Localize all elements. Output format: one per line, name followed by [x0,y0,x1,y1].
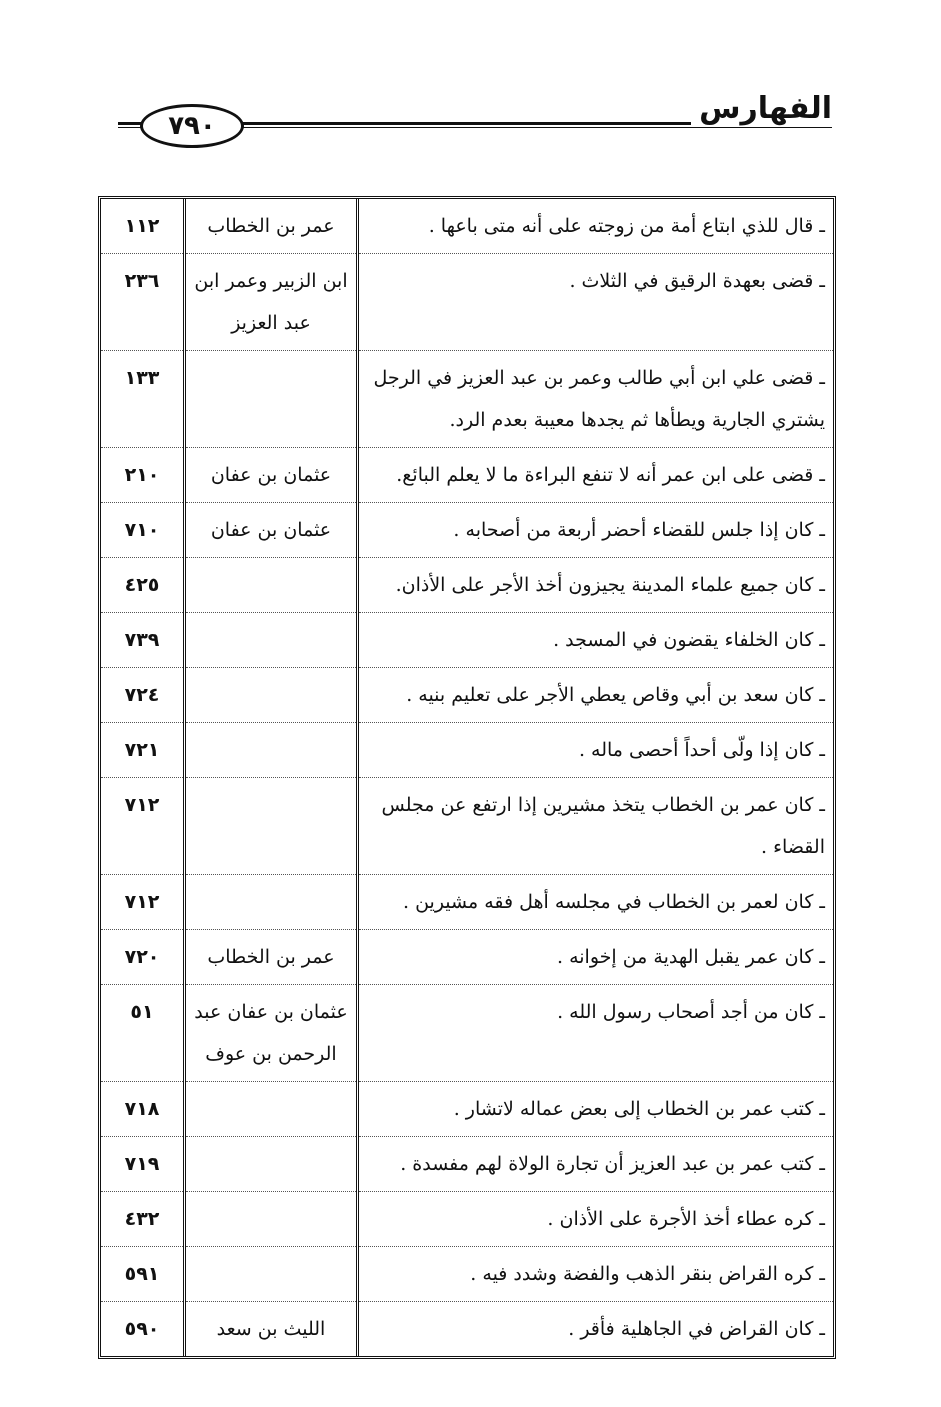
narrator [185,668,358,723]
table-row [101,199,833,254]
athar-text: ـ كان الخلفاء يقضون في المسجد . [358,613,834,668]
page-ref: ١٣٣ [101,351,185,448]
page-ref: ٤٢٥ [101,558,185,613]
page-ref: ٥٩١ [101,1247,185,1302]
athar-text: ـ كان جميع علماء المدينة يجيزون أخذ الأجر على الأذان. [358,558,834,613]
page-header [118,92,832,152]
page-ref: ٥١ [101,985,185,1082]
narrator [185,351,358,448]
narrator [185,875,358,930]
index-table-body [101,199,833,1356]
table-row [101,254,833,351]
athar-text: ـ قال للذي ابتاع أمة من زوجته على أنه متى باعها . [358,199,834,254]
narrator [185,613,358,668]
table-row [101,723,833,778]
page-ref: ٧٢١ [101,723,185,778]
table-row [101,1137,833,1192]
table-row [101,1302,833,1357]
table-row [101,778,833,875]
athar-text: ـ كتب عمر بن الخطاب إلى بعض عماله لاتشار . [358,1082,834,1137]
page-ref: ٢٣٦ [101,254,185,351]
athar-text: ـ قضى بعهدة الرقيق في الثلاث . [358,254,834,351]
athar-text: ـ كان من أجد أصحاب رسول الله . [358,985,834,1082]
narrator: عثمان بن عفان [185,503,358,558]
narrator [185,723,358,778]
page-ref: ٧١٨ [101,1082,185,1137]
narrator [185,1192,358,1247]
athar-text: ـ كان لعمر بن الخطاب في مجلسه أهل فقه مشيرين . [358,875,834,930]
page-ref: ٧١٠ [101,503,185,558]
table-row [101,985,833,1082]
athar-text: ـ كان عمر يقبل الهدية من إخوانه . [358,930,834,985]
page-ref: ٥٩٠ [124,1318,160,1340]
table-row [101,875,833,930]
table-row [101,613,833,668]
narrator: الليث بن سعد [185,1302,358,1357]
athar-text: ـ كان عمر بن الخطاب يتخذ مشيرين إذا ارتفع عن مجلس القضاء . [358,778,834,875]
athar-text: ـ كان القراض في الجاهلية فأقر . [358,1302,834,1357]
narrator: ابن الزبير وعمر ابن عبد العزيز [185,254,358,351]
athar-text: ـ كان إذا جلس للقضاء أحضر أربعة من أصحابه . [358,503,834,558]
page-ref: ٧١٩ [101,1137,185,1192]
page-ref: ٤٣٢ [101,1192,185,1247]
table-row [101,1192,833,1247]
page-number: ٧٩٠ [140,104,244,148]
page-ref: ٧٣٩ [101,613,185,668]
table-row [101,351,833,448]
page-ref: ٧١٢ [101,778,185,875]
page-ref: ١١٢ [101,199,185,254]
table-row [101,1247,833,1302]
page-ref: ٢١٠ [101,448,185,503]
table-row [101,668,833,723]
narrator [185,1247,358,1302]
athar-text: ـ كره القراض بنقر الذهب والفضة وشدد فيه . [358,1247,834,1302]
narrator [185,778,358,875]
athar-text: ـ قضى على ابن عمر أنه لا تنفع البراءة ما لا يعلم البائع. [358,448,834,503]
table-row [101,1082,833,1137]
index-table [98,196,836,1359]
page-ref: ٧٢٤ [101,668,185,723]
table-row [101,558,833,613]
athar-text: ـ كان إذا ولّى أحداً أحصى ماله . [358,723,834,778]
athar-text: ـ كتب عمر بن عبد العزيز أن تجارة الولاة لهم مفسدة . [358,1137,834,1192]
page-title: الفهارس [691,92,832,126]
narrator: عمر بن الخطاب [185,930,358,985]
table-row [101,930,833,985]
athar-text: ـ كان سعد بن أبي وقاص يعطي الأجر على تعليم بنيه . [358,668,834,723]
narrator [185,1137,358,1192]
athar-text: ـ قضى علي ابن أبي طالب وعمر بن عبد العزيز في الرجل يشتري الجارية ويطأها ثم يجدها معيبة بعدم الرد. [358,351,834,448]
narrator: عثمان بن عفان [185,448,358,503]
narrator [185,1082,358,1137]
narrator [185,558,358,613]
table-row [101,503,833,558]
athar-text: ـ كره عطاء أخذ الأجرة على الأذان . [358,1192,834,1247]
page-ref: ٧٢٠ [101,930,185,985]
table-row [101,448,833,503]
narrator: عثمان بن عفان عبد الرحمن بن عوف [185,985,358,1082]
page-ref: ٧١٢ [101,875,185,930]
narrator: عمر بن الخطاب [185,199,358,254]
